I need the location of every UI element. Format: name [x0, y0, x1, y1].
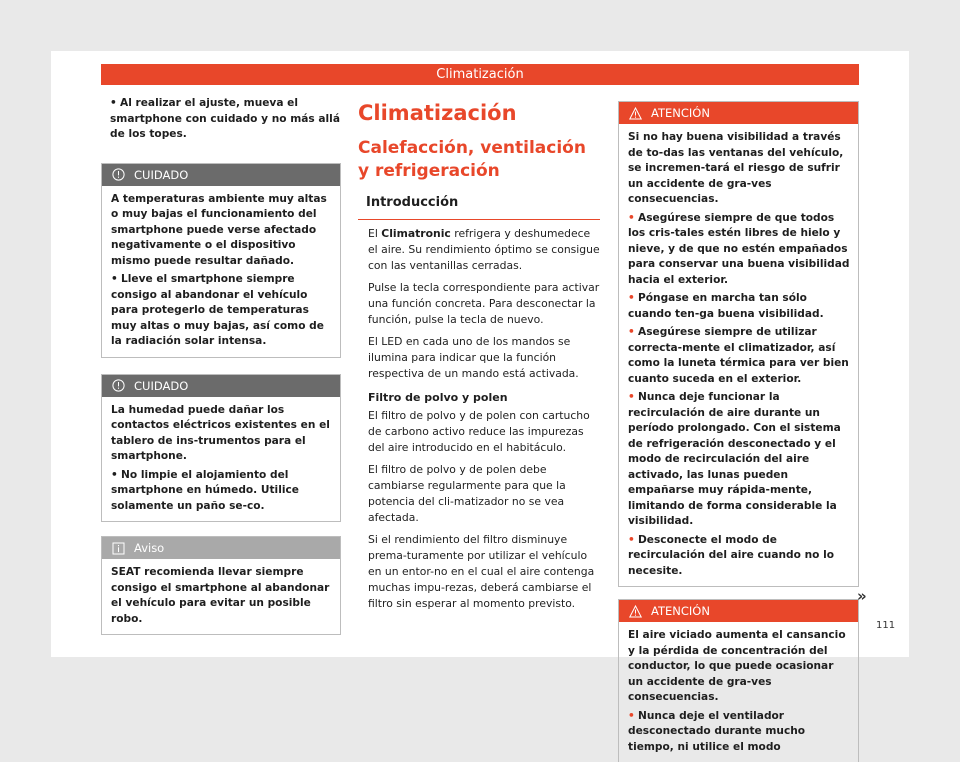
intro-paragraph [358, 226, 600, 274]
continued-marker: » [857, 587, 867, 605]
caution-box-1-paragraph: A temperaturas ambiente muy altas o muy bajas el funcionamiento del smartphone puede verse afectado negativamente o el dispositivo mismo puede resultar dañado. [111, 192, 327, 267]
warning-box-1-bullet [628, 390, 850, 530]
warning-box-1-bullet [628, 291, 850, 322]
caution-box-2 [101, 374, 341, 523]
led-paragraph: El LED en cada uno de los mandos se ilumina para indicar que la función respectiva de un mando está activada. [368, 335, 579, 380]
section-title: Calefacción, ventilación y refrigeración [358, 138, 586, 181]
climatronic-term: Climatronic [381, 227, 451, 240]
right-column [618, 96, 859, 762]
warning-box-1-bullet [628, 533, 850, 580]
bullet-icon: • [111, 468, 118, 481]
notice-box-title: Aviso [134, 541, 165, 555]
filter-subheading: Filtro de polvo y polen [368, 391, 508, 404]
warning-box-1-title: ATENCIÓN [651, 106, 710, 120]
subsection-title: Introducción [358, 195, 600, 220]
filter-paragraph-1: El filtro de polvo y de polen con cartucho de carbono activo reduce las impurezas del aire introducido en el habitáculo. [368, 409, 590, 454]
warning-box-2-paragraph: El aire viciado aumenta el cansancio y la pérdida de concentración del conductor, lo que puede ocasionar un accidente de gra-ves consecuencias. [628, 629, 846, 703]
middle-column [358, 96, 600, 612]
exclamation-circle-icon [112, 168, 125, 181]
caution-box-1-bullet-text: Lleve el smartphone siempre consigo al abandonar el vehículo para protegerlo de temperaturas muy altas o muy bajas, así como de la radiación solar intensa. [111, 273, 324, 347]
warning-triangle-icon [629, 605, 642, 618]
page-number: 111 [876, 620, 896, 631]
warning-box-1-bullet-text: Asegúrese siempre de que todos los cris-tales estén libres de hielo y nieve, y de que no estén empañados para conservar una buena visibilidad hacia el exterior. [628, 211, 850, 286]
warning-box-2-bullet [628, 709, 850, 756]
warning-box-1-bullet-text: Póngase en marcha tan sólo cuando ten-ga buena visibilidad. [628, 292, 824, 320]
warning-box-1-header [619, 102, 858, 124]
warning-box-2 [618, 599, 859, 762]
bullet-icon: • [628, 391, 635, 403]
caution-box-1-header [102, 164, 340, 186]
warning-box-2-header [619, 600, 858, 622]
warning-box-1-bullet [628, 211, 850, 289]
bullet-icon: • [628, 326, 635, 338]
bullet-icon: • [110, 97, 117, 109]
caution-box-1-title: CUIDADO [134, 167, 189, 182]
warning-box-1-bullet-text: Nunca deje funcionar la recirculación de aire durante un período prolongado. Con el sistema de refrigeración desconectado y el modo de recirculación del aire activado, las lunas pueden empañarse muy rápida-mente, limitando de forma considerable la visibilidad. [628, 391, 841, 527]
caution-box-2-title: CUIDADO [134, 378, 189, 393]
bullet-icon: • [111, 273, 118, 285]
warning-triangle-icon [629, 107, 642, 120]
warning-box-2-bullet-text: Nunca deje el ventilador desconectado durante mucho tiempo, ni utilice el modo [628, 709, 806, 753]
info-icon [112, 542, 125, 555]
warning-box-1-body [619, 124, 858, 586]
warning-box-1 [618, 101, 859, 587]
caution-box-2-paragraph: La humedad puede dañar los contactos eléctricos existentes en el tablero de ins-trumentos para el smartphone. [111, 403, 330, 462]
caution-box-1 [101, 163, 341, 358]
bullet-icon: • [628, 292, 635, 304]
warning-box-1-paragraph: Si no hay buena visibilidad a través de to-das las ventanas del vehículo, se incremen-tará el riesgo de sufrir un accidente de gra-ves consecuencias. [628, 131, 844, 205]
exclamation-circle-icon [112, 379, 125, 392]
bullet-icon: • [628, 211, 635, 224]
caution-box-1-body [102, 186, 340, 357]
caution-box-2-body [102, 397, 340, 522]
warning-box-2-title: ATENCIÓN [651, 604, 710, 618]
notice-box-paragraph: SEAT recomienda llevar siempre consigo el smartphone al abandonar el vehículo para evitar un posible robo. [111, 566, 330, 625]
bullet-icon: • [628, 709, 635, 722]
notice-box-body [102, 559, 340, 634]
caution-box-1-bullet [111, 272, 332, 350]
warning-box-1-bullet-text: Asegúrese siempre de utilizar correcta-mente el climatizador, así como la luneta térmica para ver bien cuanto suceda en el exterior. [628, 326, 849, 385]
intro-bullet [101, 96, 341, 143]
section-banner: Climatización [101, 64, 859, 85]
filter-paragraph-2: El filtro de polvo y de polen debe cambiarse regularmente para que la potencia del cli-matizador no se vea afectada. [368, 463, 566, 524]
notice-box [101, 536, 341, 635]
left-column [101, 96, 341, 635]
warning-box-2-body [619, 622, 858, 762]
intro-rest: refrigera y deshumedece el aire. Su rendimiento óptimo se consigue con las ventanillas cerradas. [368, 227, 600, 272]
caution-box-2-bullet [111, 468, 332, 515]
warning-box-1-bullet-text: Desconecte el modo de recirculación del aire cuando no lo necesite. [628, 533, 835, 577]
chapter-title: Climatización [358, 101, 517, 125]
filter-paragraph-3: Si el rendimiento del filtro disminuye prema-turamente por utilizar el vehículo en un entor-no en el cual el aire contenga muchas impu-rezas, deberá cambiarse el filtro sin esperar al momento previsto. [368, 533, 595, 610]
bullet-icon: • [628, 533, 635, 546]
caution-box-2-header [102, 375, 340, 397]
button-paragraph: Pulse la tecla correspondiente para activar una función concreta. Para desconectar la función, pulse la tecla de nuevo. [368, 281, 600, 326]
intro-bullet-text: Al realizar el ajuste, mueva el smartphone con cuidado y no más allá de los topes. [110, 97, 340, 140]
caution-box-2-bullet-text: No limpie el alojamiento del smartphone en húmedo. Utilice solamente un paño se-co. [111, 468, 299, 512]
warning-box-1-bullet [628, 325, 850, 387]
notice-box-header [102, 537, 340, 559]
intro-prefix: El [368, 227, 382, 240]
